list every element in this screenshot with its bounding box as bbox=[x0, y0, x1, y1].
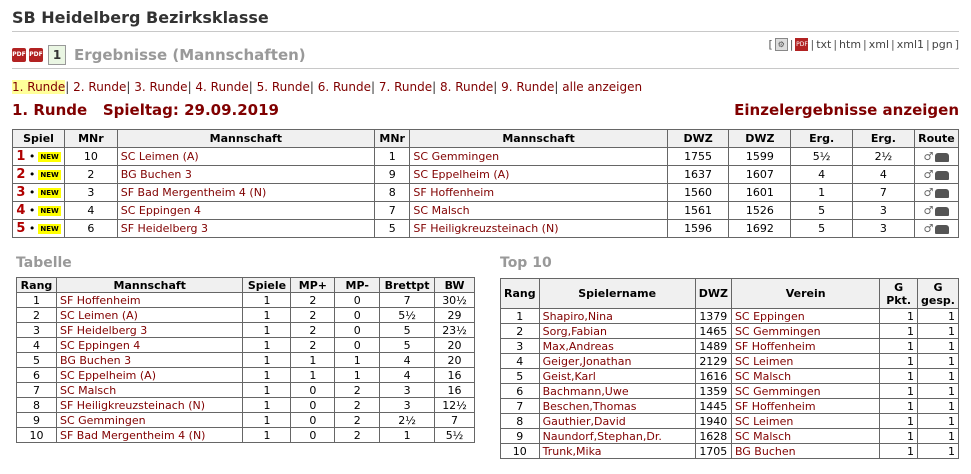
result-home: 5 bbox=[791, 220, 853, 238]
mp-minus: 0 bbox=[335, 323, 380, 338]
games: 1 bbox=[243, 428, 291, 443]
bw: 23½ bbox=[435, 323, 475, 338]
result-home: 5½ bbox=[791, 148, 853, 166]
page-title: SB Heidelberg Bezirksklasse bbox=[12, 8, 269, 27]
board-points: 3 bbox=[380, 383, 435, 398]
pairings-table bbox=[12, 129, 959, 238]
games-played: 1 bbox=[917, 384, 958, 399]
team-name[interactable]: SF Hoffenheim bbox=[56, 293, 243, 308]
rank: 3 bbox=[501, 339, 540, 354]
rank: 4 bbox=[17, 338, 57, 353]
rank: 6 bbox=[17, 368, 57, 383]
col-rang: Rang bbox=[17, 278, 57, 293]
pairing-row bbox=[13, 166, 959, 184]
details-link[interactable]: Einzelergebnisse anzeigen bbox=[734, 101, 959, 119]
player-name[interactable]: Trunk,Mika bbox=[539, 444, 695, 459]
result-away: 3 bbox=[853, 220, 915, 238]
export-open-bracket: [ bbox=[768, 38, 773, 51]
mp-minus: 0 bbox=[335, 308, 380, 323]
bw: 16 bbox=[435, 383, 475, 398]
dwz-away: 1607 bbox=[729, 166, 791, 184]
club-name[interactable]: SC Gemmingen bbox=[731, 384, 879, 399]
pairing-row bbox=[13, 220, 959, 238]
round-link-all[interactable]: alle anzeigen bbox=[562, 80, 643, 94]
pdf-icon[interactable]: PDF bbox=[12, 48, 26, 62]
pairing-row bbox=[13, 202, 959, 220]
points: 1 bbox=[880, 429, 918, 444]
rank: 10 bbox=[17, 428, 57, 443]
mp-minus: 2 bbox=[335, 398, 380, 413]
standings-row bbox=[17, 323, 475, 338]
dwz-home: 1755 bbox=[667, 148, 729, 166]
result-home: 5 bbox=[791, 202, 853, 220]
dwz-away: 1599 bbox=[729, 148, 791, 166]
dwz: 2129 bbox=[695, 354, 731, 369]
bw: 16 bbox=[435, 368, 475, 383]
result-away: 3 bbox=[853, 202, 915, 220]
standings-header-row bbox=[17, 278, 475, 293]
club-name[interactable]: SC Malsch bbox=[731, 429, 879, 444]
top10-row bbox=[501, 429, 959, 444]
col-route: Route bbox=[914, 130, 958, 148]
pairings-header-row bbox=[13, 130, 959, 148]
board-points: 5 bbox=[380, 338, 435, 353]
home-team[interactable]: SC Eppingen 4 bbox=[117, 202, 374, 220]
standings-row bbox=[17, 353, 475, 368]
round-link-9[interactable]: 9. Runde bbox=[501, 80, 555, 94]
games: 1 bbox=[243, 338, 291, 353]
bw: 12½ bbox=[435, 398, 475, 413]
round-nav: 1. Runde| 2. Runde| 3. Runde| 4. Runde| 5. Runde| 6. Runde| 7. Runde| 8. Runde| 9. Runde| alle anzeigen bbox=[12, 80, 643, 94]
route-cell bbox=[914, 220, 958, 238]
board-points: 2½ bbox=[380, 413, 435, 428]
export-pgn-link[interactable]: pgn bbox=[931, 38, 953, 51]
standings-row bbox=[17, 293, 475, 308]
result-away: 2½ bbox=[853, 148, 915, 166]
games-played: 1 bbox=[917, 339, 958, 354]
export-htm-link[interactable]: htm bbox=[839, 38, 862, 51]
games: 1 bbox=[243, 353, 291, 368]
col-dwz1: DWZ bbox=[667, 130, 729, 148]
mp-plus: 0 bbox=[291, 413, 335, 428]
team-name[interactable]: BG Buchen 3 bbox=[56, 353, 243, 368]
rank: 1 bbox=[17, 293, 57, 308]
home-team[interactable]: SC Leimen (A) bbox=[117, 148, 374, 166]
team-number: 7 bbox=[374, 202, 409, 220]
route-cell bbox=[914, 202, 958, 220]
dwz: 1379 bbox=[695, 309, 731, 324]
games-played: 1 bbox=[917, 354, 958, 369]
export-txt-link[interactable]: txt bbox=[816, 38, 832, 51]
top10-row bbox=[501, 324, 959, 339]
car-icon[interactable] bbox=[935, 189, 949, 198]
toolbar-divider bbox=[12, 68, 959, 69]
col-spiel: Spiel bbox=[13, 130, 65, 148]
team-name[interactable]: SC Gemmingen bbox=[56, 413, 243, 428]
club-name[interactable]: SC Leimen bbox=[731, 354, 879, 369]
player-name[interactable]: Gauthier,David bbox=[539, 414, 695, 429]
export-separator: | bbox=[891, 38, 895, 51]
top10-row bbox=[501, 309, 959, 324]
dwz: 1359 bbox=[695, 384, 731, 399]
games-played: 1 bbox=[917, 309, 958, 324]
points: 1 bbox=[880, 324, 918, 339]
team-number: 8 bbox=[374, 184, 409, 202]
dwz-home: 1637 bbox=[667, 166, 729, 184]
club-name[interactable]: SC Eppingen bbox=[731, 309, 879, 324]
col-verein: Verein bbox=[731, 279, 879, 309]
round-link-4[interactable]: 4. Runde bbox=[195, 80, 249, 94]
board-points: 4 bbox=[380, 368, 435, 383]
standings-row bbox=[17, 338, 475, 353]
new-badge: NEW bbox=[40, 171, 59, 179]
team-name[interactable]: SF Heiligkreuzsteinach (N) bbox=[56, 398, 243, 413]
team-number: 5 bbox=[374, 220, 409, 238]
rank: 8 bbox=[17, 398, 57, 413]
col-dwz2: DWZ bbox=[729, 130, 791, 148]
rank: 4 bbox=[501, 354, 540, 369]
board-points: 3 bbox=[380, 398, 435, 413]
game-number-cell: 4 • NEW bbox=[13, 202, 65, 220]
player-name[interactable]: Sorg,Fabian bbox=[539, 324, 695, 339]
games: 1 bbox=[243, 368, 291, 383]
away-team[interactable]: SC Malsch bbox=[410, 202, 667, 220]
points: 1 bbox=[880, 444, 918, 459]
game-number-cell: 5 • NEW bbox=[13, 220, 65, 238]
col-team2: Mannschaft bbox=[410, 130, 667, 148]
board-points: 1 bbox=[380, 428, 435, 443]
team-name[interactable]: SC Leimen (A) bbox=[56, 308, 243, 323]
standings-row bbox=[17, 413, 475, 428]
team-number: 6 bbox=[65, 220, 118, 238]
mp-minus: 0 bbox=[335, 338, 380, 353]
rank: 1 bbox=[501, 309, 540, 324]
board-points: 4 bbox=[380, 353, 435, 368]
points: 1 bbox=[880, 384, 918, 399]
games: 1 bbox=[243, 383, 291, 398]
dwz-away: 1526 bbox=[729, 202, 791, 220]
export-separator: | bbox=[789, 38, 794, 51]
club-name[interactable]: SC Malsch bbox=[731, 369, 879, 384]
mp-plus: 2 bbox=[291, 293, 335, 308]
games-played: 1 bbox=[917, 399, 958, 414]
export-xml-link[interactable]: xml bbox=[868, 38, 890, 51]
mp-minus: 2 bbox=[335, 413, 380, 428]
col-g-gesp: G gesp. bbox=[917, 279, 958, 309]
board-points: 5 bbox=[380, 323, 435, 338]
round-link-2[interactable]: 2. Runde bbox=[73, 80, 127, 94]
page-subtitle: Ergebnisse (Mannschaften) bbox=[74, 46, 306, 64]
mp-minus: 1 bbox=[335, 353, 380, 368]
route-icon[interactable]: ♂ bbox=[923, 222, 934, 235]
car-icon[interactable] bbox=[935, 225, 949, 234]
points: 1 bbox=[880, 354, 918, 369]
col-brettpt: Brettpt bbox=[380, 278, 435, 293]
export-links bbox=[768, 38, 959, 51]
rank: 10 bbox=[501, 444, 540, 459]
dwz: 1940 bbox=[695, 414, 731, 429]
games: 1 bbox=[243, 293, 291, 308]
rank: 8 bbox=[501, 414, 540, 429]
top10-row bbox=[501, 354, 959, 369]
round-number-badge: 1 bbox=[48, 45, 66, 65]
dwz-home: 1596 bbox=[667, 220, 729, 238]
player-name[interactable]: Shapiro,Nina bbox=[539, 309, 695, 324]
route-cell bbox=[914, 148, 958, 166]
pairing-row bbox=[13, 148, 959, 166]
route-icon[interactable]: ♂ bbox=[923, 150, 934, 163]
col-rang: Rang bbox=[501, 279, 540, 309]
team-name[interactable]: SF Bad Mergentheim 4 (N) bbox=[56, 428, 243, 443]
top10-row bbox=[501, 339, 959, 354]
route-icon[interactable]: ♂ bbox=[923, 204, 934, 217]
dwz-home: 1561 bbox=[667, 202, 729, 220]
bw: 29 bbox=[435, 308, 475, 323]
rank: 2 bbox=[17, 308, 57, 323]
car-icon[interactable] bbox=[935, 153, 949, 162]
away-team[interactable]: SF Heiligkreuzsteinach (N) bbox=[410, 220, 667, 238]
team-number: 1 bbox=[374, 148, 409, 166]
route-icon[interactable]: ♂ bbox=[923, 186, 934, 199]
games: 1 bbox=[243, 308, 291, 323]
team-number: 9 bbox=[374, 166, 409, 184]
rank: 5 bbox=[501, 369, 540, 384]
game-number-cell: 1 • NEW bbox=[13, 148, 65, 166]
top10-row bbox=[501, 414, 959, 429]
round-link-6[interactable]: 6. Runde bbox=[317, 80, 371, 94]
top10-header-row bbox=[501, 279, 959, 309]
board-points: 5½ bbox=[380, 308, 435, 323]
route-cell bbox=[914, 166, 958, 184]
pdf-details-icon[interactable]: PDF bbox=[29, 48, 43, 62]
col-erg1: Erg. bbox=[791, 130, 853, 148]
mp-plus: 1 bbox=[291, 368, 335, 383]
player-name[interactable]: Geiger,Jonathan bbox=[539, 354, 695, 369]
new-badge: NEW bbox=[40, 225, 59, 233]
team-number: 10 bbox=[65, 148, 118, 166]
car-icon[interactable] bbox=[935, 207, 949, 216]
col-mp-minus: MP- bbox=[335, 278, 380, 293]
round-link-5[interactable]: 5. Runde bbox=[256, 80, 310, 94]
export-separator: | bbox=[833, 38, 838, 51]
mp-plus: 1 bbox=[291, 353, 335, 368]
team-number: 3 bbox=[65, 184, 118, 202]
col-spielername: Spielername bbox=[539, 279, 695, 309]
team-name[interactable]: SF Heidelberg 3 bbox=[56, 323, 243, 338]
route-cell bbox=[914, 184, 958, 202]
route-icon[interactable]: ♂ bbox=[923, 168, 934, 181]
bw: 30½ bbox=[435, 293, 475, 308]
mp-plus: 0 bbox=[291, 383, 335, 398]
team-name[interactable]: SC Eppingen 4 bbox=[56, 338, 243, 353]
col-dwz: DWZ bbox=[695, 279, 731, 309]
dwz-away: 1692 bbox=[729, 220, 791, 238]
club-name[interactable]: SC Leimen bbox=[731, 414, 879, 429]
dwz-home: 1560 bbox=[667, 184, 729, 202]
player-name[interactable]: Beschen,Thomas bbox=[539, 399, 695, 414]
tools-icon[interactable]: ⚙ bbox=[775, 38, 788, 51]
standings-row bbox=[17, 383, 475, 398]
standings-row bbox=[17, 368, 475, 383]
export-xml1-link[interactable]: xml1 bbox=[896, 38, 925, 51]
new-badge: NEW bbox=[40, 153, 59, 161]
top10-row bbox=[501, 384, 959, 399]
export-separator: | bbox=[926, 38, 930, 51]
club-name[interactable]: SF Hoffenheim bbox=[731, 339, 879, 354]
dwz-away: 1601 bbox=[729, 184, 791, 202]
points: 1 bbox=[880, 309, 918, 324]
bw: 5½ bbox=[435, 428, 475, 443]
standings-table bbox=[16, 277, 475, 443]
car-icon[interactable] bbox=[935, 171, 949, 180]
dwz: 1489 bbox=[695, 339, 731, 354]
team-name[interactable]: SC Malsch bbox=[56, 383, 243, 398]
mp-plus: 2 bbox=[291, 308, 335, 323]
dwz: 1445 bbox=[695, 399, 731, 414]
games-played: 1 bbox=[917, 429, 958, 444]
col-mannschaft: Mannschaft bbox=[56, 278, 243, 293]
player-name[interactable]: Geist,Karl bbox=[539, 369, 695, 384]
round-link-1[interactable]: 1. Runde bbox=[12, 80, 66, 94]
mp-plus: 0 bbox=[291, 398, 335, 413]
team-name[interactable]: SC Eppelheim (A) bbox=[56, 368, 243, 383]
game-number[interactable]: 5 bbox=[16, 221, 26, 236]
rank: 9 bbox=[501, 429, 540, 444]
game-number[interactable]: 4 bbox=[16, 203, 26, 218]
export-close-bracket: ] bbox=[954, 38, 959, 51]
rank: 2 bbox=[501, 324, 540, 339]
col-bw: BW bbox=[435, 278, 475, 293]
col-mp-plus: MP+ bbox=[291, 278, 335, 293]
rank: 5 bbox=[17, 353, 57, 368]
dwz: 1465 bbox=[695, 324, 731, 339]
result-home: 1 bbox=[791, 184, 853, 202]
top10-row bbox=[501, 369, 959, 384]
dwz: 1705 bbox=[695, 444, 731, 459]
mp-minus: 2 bbox=[335, 383, 380, 398]
rank: 7 bbox=[17, 383, 57, 398]
bw: 20 bbox=[435, 353, 475, 368]
top10-table bbox=[500, 278, 959, 459]
away-team[interactable]: SC Gemmingen bbox=[410, 148, 667, 166]
col-mnr1: MNr bbox=[65, 130, 118, 148]
top10-title: Top 10 bbox=[500, 255, 552, 271]
new-badge: NEW bbox=[40, 189, 59, 197]
page-toolbar bbox=[12, 45, 306, 65]
pdf-export-icon[interactable]: PDF bbox=[795, 38, 808, 51]
game-number[interactable]: 1 bbox=[16, 149, 26, 164]
result-away: 7 bbox=[853, 184, 915, 202]
game-number-cell: 2 • NEW bbox=[13, 166, 65, 184]
team-number: 4 bbox=[65, 202, 118, 220]
rank: 9 bbox=[17, 413, 57, 428]
game-number[interactable]: 3 bbox=[16, 185, 26, 200]
games-played: 1 bbox=[917, 324, 958, 339]
board-points: 7 bbox=[380, 293, 435, 308]
games: 1 bbox=[243, 398, 291, 413]
games-played: 1 bbox=[917, 444, 958, 459]
export-separator: | bbox=[810, 38, 815, 51]
points: 1 bbox=[880, 414, 918, 429]
standings-row bbox=[17, 398, 475, 413]
col-g-pkt: G Pkt. bbox=[880, 279, 918, 309]
mp-plus: 2 bbox=[291, 323, 335, 338]
col-mnr2: MNr bbox=[374, 130, 409, 148]
pairing-row bbox=[13, 184, 959, 202]
bw: 20 bbox=[435, 338, 475, 353]
title-divider bbox=[12, 31, 959, 32]
rank: 7 bbox=[501, 399, 540, 414]
result-home: 4 bbox=[791, 166, 853, 184]
player-name[interactable]: Naundorf,Stephan,Dr. bbox=[539, 429, 695, 444]
club-name[interactable]: BG Buchen bbox=[731, 444, 879, 459]
mp-plus: 2 bbox=[291, 338, 335, 353]
standings-row bbox=[17, 308, 475, 323]
tabelle-title: Tabelle bbox=[16, 255, 72, 271]
mp-minus: 2 bbox=[335, 428, 380, 443]
mp-minus: 0 bbox=[335, 293, 380, 308]
points: 1 bbox=[880, 369, 918, 384]
away-team[interactable]: SC Eppelheim (A) bbox=[410, 166, 667, 184]
standings-row bbox=[17, 428, 475, 443]
col-erg2: Erg. bbox=[853, 130, 915, 148]
dwz: 1628 bbox=[695, 429, 731, 444]
rank: 3 bbox=[17, 323, 57, 338]
round-link-7[interactable]: 7. Runde bbox=[378, 80, 433, 94]
col-spiele: Spiele bbox=[243, 278, 291, 293]
player-name[interactable]: Bachmann,Uwe bbox=[539, 384, 695, 399]
rank: 6 bbox=[501, 384, 540, 399]
round-link-8[interactable]: 8. Runde bbox=[439, 80, 494, 94]
home-team[interactable]: BG Buchen 3 bbox=[117, 166, 374, 184]
points: 1 bbox=[880, 339, 918, 354]
top10-row bbox=[501, 399, 959, 414]
games-played: 1 bbox=[917, 414, 958, 429]
round-link-3[interactable]: 3. Runde bbox=[134, 80, 188, 94]
player-name[interactable]: Max,Andreas bbox=[539, 339, 695, 354]
result-away: 4 bbox=[853, 166, 915, 184]
new-badge: NEW bbox=[40, 207, 59, 215]
bw: 7 bbox=[435, 413, 475, 428]
col-team1: Mannschaft bbox=[117, 130, 374, 148]
home-team[interactable]: SF Heidelberg 3 bbox=[117, 220, 374, 238]
mp-minus: 1 bbox=[335, 368, 380, 383]
round-heading: 1. Runde Spieltag: 29.09.2019 bbox=[12, 101, 279, 119]
game-number-cell: 3 • NEW bbox=[13, 184, 65, 202]
export-separator: | bbox=[863, 38, 867, 51]
games: 1 bbox=[243, 323, 291, 338]
points: 1 bbox=[880, 399, 918, 414]
mp-plus: 0 bbox=[291, 428, 335, 443]
away-team[interactable]: SF Hoffenheim bbox=[410, 184, 667, 202]
club-name[interactable]: SC Gemmingen bbox=[731, 324, 879, 339]
dwz: 1616 bbox=[695, 369, 731, 384]
team-number: 2 bbox=[65, 166, 118, 184]
top10-row bbox=[501, 444, 959, 459]
club-name[interactable]: SF Hoffenheim bbox=[731, 399, 879, 414]
game-number[interactable]: 2 bbox=[16, 167, 26, 182]
games: 1 bbox=[243, 413, 291, 428]
home-team[interactable]: SF Bad Mergentheim 4 (N) bbox=[117, 184, 374, 202]
games-played: 1 bbox=[917, 369, 958, 384]
